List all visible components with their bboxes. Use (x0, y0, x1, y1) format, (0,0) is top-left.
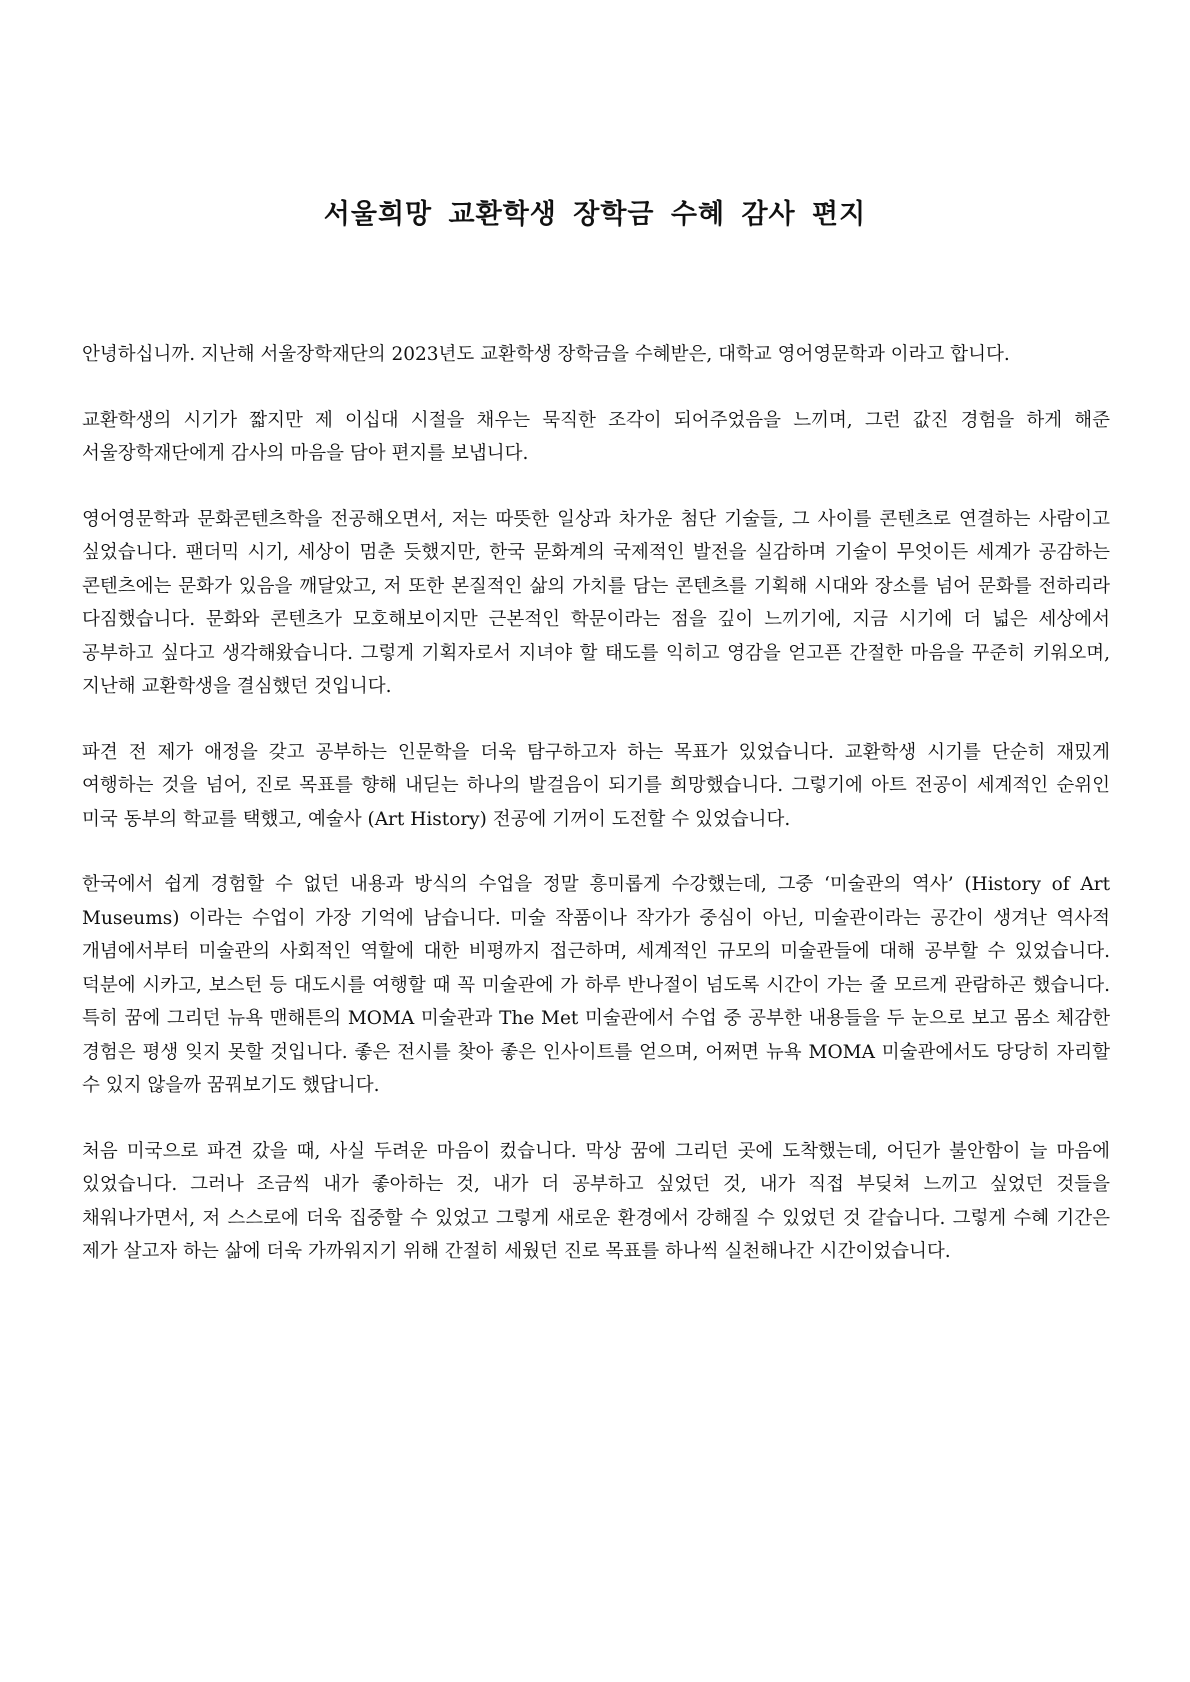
paragraph-coursework: 한국에서 쉽게 경험할 수 없던 내용과 방식의 수업을 정말 흥미롭게 수강했는데, 그중 ‘미술관의 역사’ (History of Art Museums) 이라는 수업이 가장 기억에 남습니다. 미술 작품이나 작가가 중심이 아닌, 미술관이라는 공간이 생겨난 역사적 개념에서부터 미술관의 사회적인 역할에 대한 비평까지 접근하며, 세계적인 규모의 미술관들에 대해 공부할 수 있었습니다. 덕분에 시카고, 보스턴 등 대도시를 여행할 때 꼭 미술관에 가 하루 반나절이 넘도록 시간이 가는 줄 모르게 관람하곤 했습니다. 특히 꿈에 그리던 뉴욕 맨해튼의 MOMA 미술관과 The Met 미술관에서 수업 중 공부한 내용들을 두 눈으로 보고 몸소 체감한 경험은 평생 잊지 못할 것입니다. 좋은 전시를 찾아 좋은 인사이트를 얻으며, 어쩌면 뉴욕 MOMA 미술관에서도 당당히 자리할 수 있지 않을까 꿈꿔보기도 했답니다. (82, 874, 1110, 1096)
paragraph-background: 영어영문학과 문화콘텐츠학을 전공해오면서, 저는 따뜻한 일상과 차가운 첨단 기술들, 그 사이를 콘텐츠로 연결하는 사람이고 싶었습니다. 팬더믹 시기, 세상이 멈춘 듯했지만, 한국 문화계의 국제적인 발전을 실감하며 기술이 무엇이든 세계가 공감하는 콘텐츠에는 문화가 있음을 깨달았고, 저 또한 본질적인 삶의 가치를 담는 콘텐츠를 기획해 시대와 장소를 넘어 문화를 전하리라 다짐했습니다. 문화와 콘텐츠가 모호해보이지만 근본적인 학문이라는 점을 깊이 느끼기에, 지금 시기에 더 넓은 세상에서 공부하고 싶다고 생각해왔습니다. 그렇게 기획자로서 지녀야 할 태도를 익히고 영감을 얻고픈 간절한 마음을 꾸준히 키워오며, 지난해 교환학생을 결심했던 것입니다. (82, 508, 1110, 697)
paragraph-reflection: 처음 미국으로 파견 갔을 때, 사실 두려운 마음이 컸습니다. 막상 꿈에 그리던 곳에 도착했는데, 어딘가 불안함이 늘 마음에 있었습니다. 그러나 조금씩 내가 좋아하는 것, 내가 더 공부하고 싶었던 것, 내가 직접 부딪쳐 느끼고 싶었던 것들을 채워나가면서, 저 스스로에 더욱 집중할 수 있었고 그렇게 새로운 환경에서 강해질 수 있었던 것 같습니다. 그렇게 수혜 기간은 제가 살고자 하는 삶에 더욱 가까워지기 위해 간절히 세웠던 진로 목표를 하나씩 실천해나간 시간이었습니다. (82, 1140, 1110, 1262)
paragraph-greeting: 안녕하십니까. 지난해 서울장학재단의 2023년도 교환학생 장학금을 수혜받은, 대학교 영어영문학과 이라고 합니다. (82, 344, 1010, 365)
document-title: 서울희망 교환학생 장학금 수혜 감사 편지 (323, 199, 867, 230)
paragraph-goals: 파견 전 제가 애정을 갖고 공부하는 인문학을 더욱 탐구하고자 하는 목표가 있었습니다. 교환학생 시기를 단순히 재밌게 여행하는 것을 넘어, 진로 목표를 향해 내딛는 하나의 발걸음이 되기를 희망했습니다. 그렇기에 아트 전공이 세계적인 순위인 미국 동부의 학교를 택했고, 예술사 (Art History) 전공에 기꺼이 도전할 수 있었습니다. (82, 741, 1110, 830)
letter-body (82, 338, 1110, 1301)
paragraph-gratitude: 교환학생의 시기가 짧지만 제 이십대 시절을 채우는 묵직한 조각이 되어주었음을 느끼며, 그런 값진 경험을 하게 해준 서울장학재단에게 감사의 마음을 담아 편지를 보냅니다. (82, 409, 1111, 464)
